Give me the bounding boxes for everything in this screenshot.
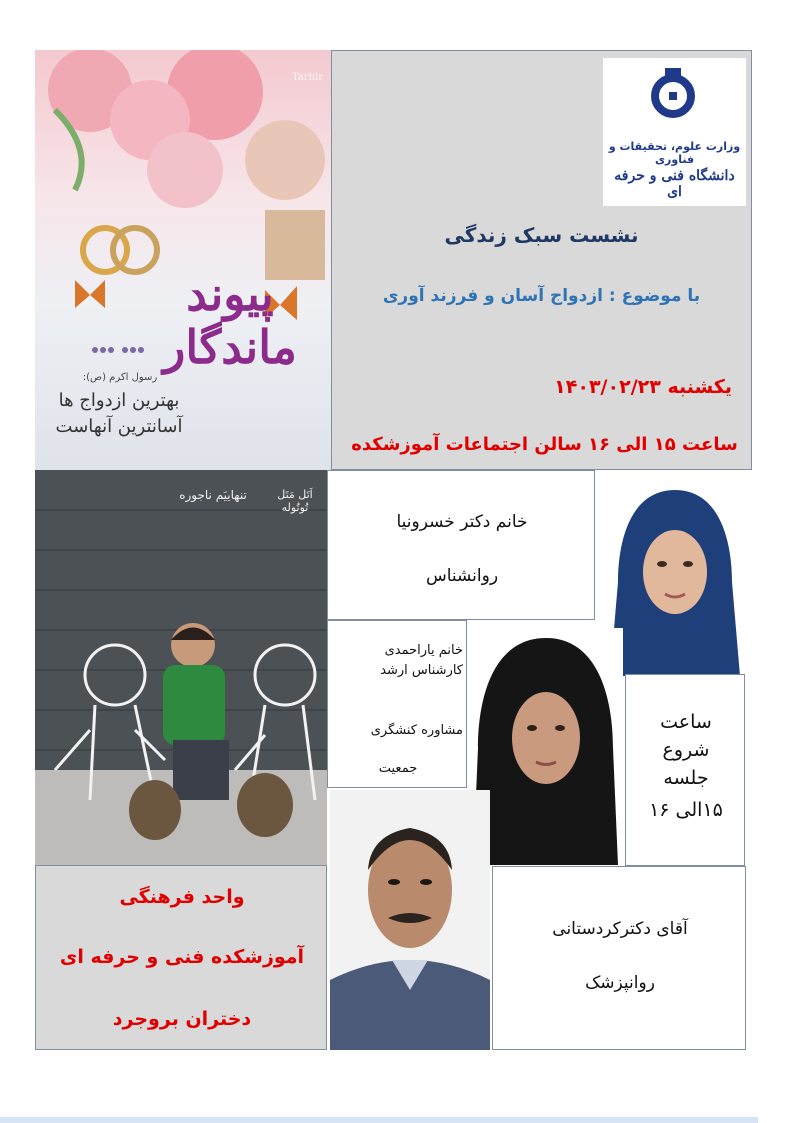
organizer-line-3: دختران بروجرد: [112, 1008, 252, 1030]
session-time-box: [625, 674, 745, 866]
child-image: [35, 470, 327, 865]
speaker-2-role-1: کارشناس ارشد: [380, 663, 463, 678]
child-text-right: تنهاییَم ناجوره: [179, 488, 247, 502]
hadith-line-1: بهترین ازدواج ها: [58, 390, 180, 411]
page-footer-band: [0, 1117, 758, 1123]
session-time-line-1: ساعت: [660, 711, 712, 733]
organizer-line-2: آموزشکده فنی و حرفه ای: [59, 946, 305, 968]
hadith-source: رسول اکرم (ص):: [82, 372, 158, 383]
logo-line-2: دانشگاه فنی و حرفه ای: [614, 168, 735, 200]
wedding-image: [35, 50, 331, 470]
speaker-2-role-2: مشاوره کنشگری: [370, 723, 463, 738]
organizer-box: [35, 865, 327, 1050]
child-text-left: اَتَل مَتَل تُوتُوله: [277, 488, 313, 514]
info-panel: [331, 50, 752, 470]
university-emblem-icon: [643, 64, 703, 124]
organizer-line-1: واحد فرهنگی: [119, 886, 245, 908]
speaker-2-box: [327, 620, 467, 788]
speaker-3-role: روانپزشک: [585, 973, 655, 993]
speaker-3-name: آقای دکترکردستانی: [552, 919, 688, 939]
speaker-3-box: [492, 866, 746, 1050]
speaker-2-name: خانم یاراحمدی: [384, 643, 463, 658]
session-time-line-2: شروع: [662, 739, 710, 761]
hadith-line-2: آسانترین آنهاست: [55, 416, 183, 437]
session-time-line-4: ۱۵الی ۱۶: [649, 799, 723, 821]
university-logo: [603, 58, 746, 206]
speaker-1-name: خانم دکتر خسرونیا: [396, 512, 528, 532]
logo-line-1: وزارت علوم، تحقیقات و فناوری: [608, 140, 741, 166]
event-time-place: ساعت ۱۵ الی ۱۶ سالن اجتماعات آموزشکده: [351, 434, 738, 455]
speaker-1-box: [327, 470, 595, 620]
event-title: نشست سبک زندگی: [444, 223, 639, 247]
speaker-2-photo: [468, 628, 623, 865]
speaker-1-role: روانشناس: [425, 566, 499, 586]
session-time-line-3: جلسه: [663, 767, 709, 789]
wedding-watermark: Tarhir: [291, 72, 323, 83]
wedding-title: پیوند ماندگار: [163, 267, 297, 374]
event-topic: با موضوع : ازدواج آسان و فرزند آوری: [382, 286, 701, 306]
speaker-2-role-3: جمعیت: [378, 761, 418, 776]
event-date: یکشنبه ۱۴۰۳/۰۲/۲۳: [554, 376, 732, 398]
speaker-3-photo: [330, 790, 490, 1050]
